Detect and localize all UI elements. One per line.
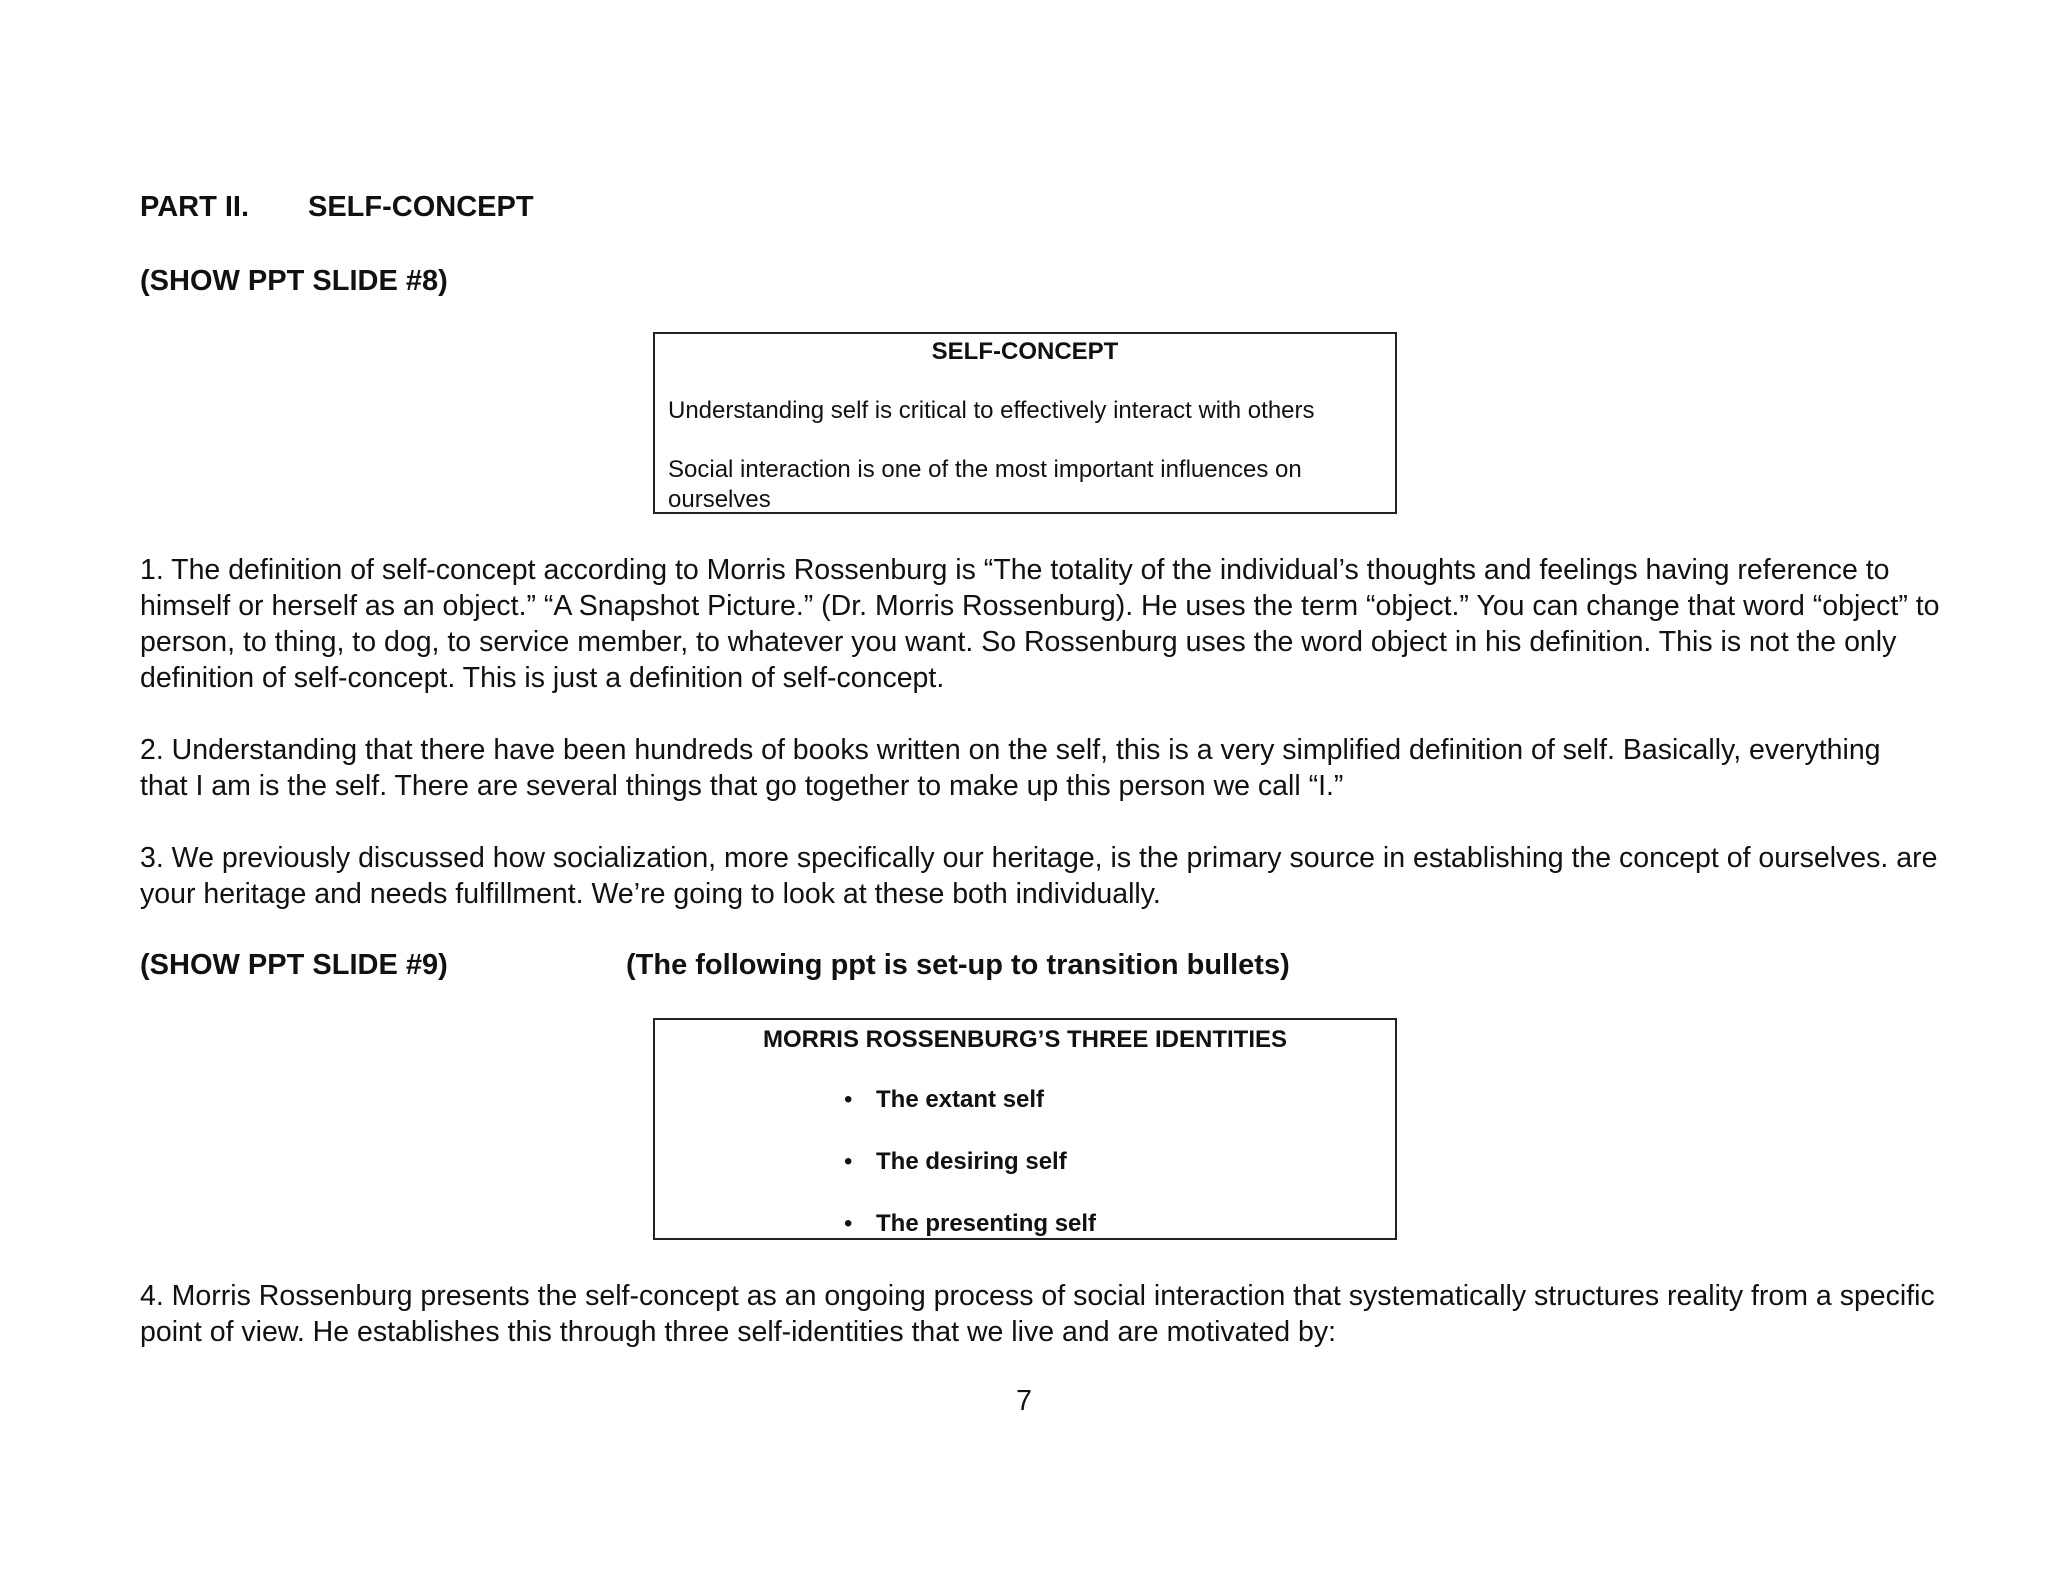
- part-number: PART II.: [140, 191, 250, 223]
- paragraph-2: 2. Understanding that there have been hundreds of books written on the self, this is a very simplified definition of self. Basically, everything that I am is the self. There are several things that go together to make up this person we call “I.”: [140, 734, 1881, 802]
- part-title: SELF-CONCEPT: [308, 191, 534, 223]
- slide-8-box: [653, 332, 1397, 514]
- bullet-icon: •: [844, 1086, 853, 1113]
- slide-9-title: MORRIS ROSSENBURG’S THREE IDENTITIES: [762, 1026, 1288, 1053]
- bullet-text: The extant self: [876, 1086, 1045, 1113]
- slide-9-bullet-2: [844, 1148, 1067, 1176]
- bullet-text: The presenting self: [876, 1210, 1097, 1237]
- slide-cue-8: (SHOW PPT SLIDE #8): [140, 265, 448, 297]
- bullet-text: The desiring self: [876, 1148, 1067, 1175]
- paragraph-3: 3. We previously discussed how socialization, more specifically our heritage, is the primary source in establishing the concept of ourselves. are your heritage and needs fulfillment. We’re going to look at these both individually.: [140, 842, 1938, 910]
- slide-8-title: SELF-CONCEPT: [931, 338, 1119, 365]
- slide-9-bullet-3: [844, 1210, 1096, 1238]
- page-number: 7: [1016, 1385, 1032, 1417]
- slide-9-box: [653, 1018, 1397, 1240]
- slide-8-line-2: Social interaction is one of the most important influences on ourselves: [668, 456, 1302, 513]
- slide-cue-9-note: (The following ppt is set-up to transition bullets): [626, 949, 1290, 981]
- paragraph-4: 4. Morris Rossenburg presents the self-concept as an ongoing process of social interaction that systematically structures reality from a specific point of view. He establishes this through three self-identities that we live and are motivated by:: [140, 1280, 1935, 1348]
- slide-9-bullet-1: [844, 1086, 1044, 1114]
- paragraph-1: 1. The definition of self-concept according to Morris Rossenburg is “The totality of the individual’s thoughts and feelings having reference to himself or herself as an object.” “A Snapshot Picture.” (Dr. Morris Rossenburg). He uses the term “object.” You can change that word “object” to person, to thing, to dog, to service member, to whatever you want. So Rossenburg uses the word object in his definition. This is not the only definition of self-concept. This is just a definition of self-concept.: [140, 554, 1940, 694]
- slide-8-line-1: Understanding self is critical to effectively interact with others: [668, 397, 1315, 424]
- bullet-icon: •: [844, 1210, 853, 1237]
- bullet-icon: •: [844, 1148, 853, 1175]
- slide-cue-9: (SHOW PPT SLIDE #9): [140, 949, 448, 981]
